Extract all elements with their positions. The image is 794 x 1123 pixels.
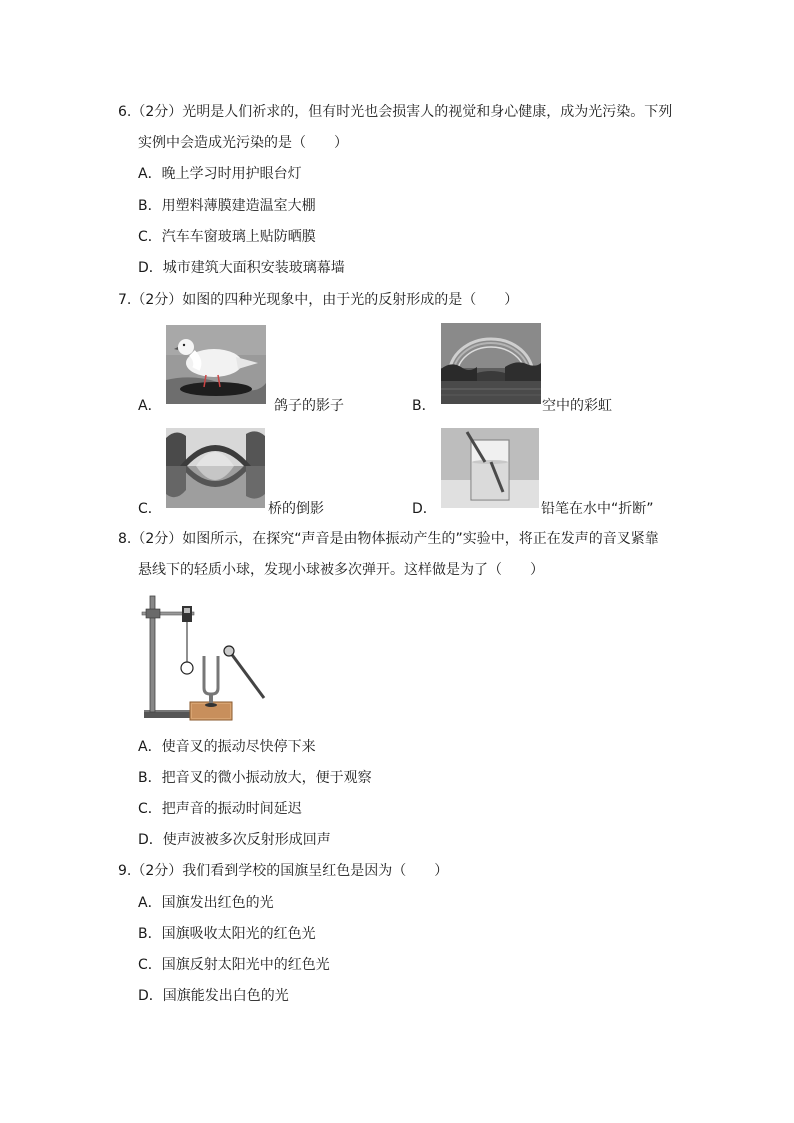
question-9-option-d: D．国旗能发出白色的光: [138, 988, 289, 1004]
question-6-option-a: A．晚上学习时用护眼台灯: [138, 166, 302, 182]
question-7-option-b-letter: B．: [412, 398, 436, 414]
question-7-stem: [118, 291, 518, 309]
question-6-option-d: D．城市建筑大面积安装玻璃幕墙: [138, 260, 345, 276]
question-9-option-a: A．国旗发出红色的光: [138, 895, 274, 911]
question-7-option-a-caption: 鸽子的影子: [274, 398, 344, 414]
question-8-stem-line-1: [118, 530, 659, 548]
rainbow-photo: [441, 323, 541, 404]
question-7-option-c-letter: C．: [138, 501, 162, 517]
question-8-stem-line-2: 悬线下的轻质小球，发现小球被多次弹开。这样做是为了（ ）: [138, 562, 544, 578]
question-6-stem-line-1: [118, 103, 672, 121]
bridge-reflection-photo: [166, 428, 265, 508]
question-text: 光明是人们祈求的，但有时光也会损害人的视觉和身心健康，成为光污染。下列: [182, 104, 673, 120]
question-8-option-b: B．把音叉的微小振动放大，便于观察: [138, 770, 372, 786]
question-7-option-c-caption: 桥的倒影: [268, 501, 324, 517]
question-score: （2分）: [131, 863, 183, 879]
question-7-option-a-letter: A．: [138, 398, 162, 414]
question-8-option-a: A．使音叉的振动尽快停下来: [138, 739, 316, 755]
question-score: （2分）: [131, 292, 183, 308]
question-text: 如图所示，在探究“声音是由物体振动产生的”实验中，将正在发声的音叉紧靠: [182, 531, 659, 547]
question-8-option-d: D．使声波被多次反射形成回声: [138, 832, 331, 848]
question-7-option-d-letter: D．: [412, 501, 437, 517]
question-6-option-c: C．汽车车窗玻璃上贴防晒膜: [138, 229, 316, 245]
tuning-fork-experiment: [138, 592, 270, 724]
question-7-option-b-caption: 空中的彩虹: [542, 398, 612, 414]
question-9-option-b: B．国旗吸收太阳光的红色光: [138, 926, 316, 942]
question-6-option-b: B．用塑料薄膜建造温室大棚: [138, 198, 316, 214]
question-number: 9.: [118, 863, 132, 879]
question-6-stem-line-2: 实例中会造成光污染的是（ ）: [138, 135, 348, 151]
question-9-option-c: C．国旗反射太阳光中的红色光: [138, 957, 330, 973]
pencil-in-water-photo: [441, 428, 539, 508]
question-text: 我们看到学校的国旗呈红色是因为（ ）: [182, 863, 449, 879]
question-7-option-d-caption: 铅笔在水中“折断”: [541, 501, 654, 517]
question-text: 如图的四种光现象中，由于光的反射形成的是（ ）: [182, 292, 519, 308]
question-score: （2分）: [131, 531, 183, 547]
question-8-option-c: C．把声音的振动时间延迟: [138, 801, 302, 817]
question-number: 6.: [118, 104, 132, 120]
dove-shadow-photo: [166, 325, 266, 404]
question-score: （2分）: [131, 104, 183, 120]
question-9-stem: [118, 862, 448, 880]
question-number: 7.: [118, 292, 132, 308]
question-number: 8.: [118, 531, 132, 547]
